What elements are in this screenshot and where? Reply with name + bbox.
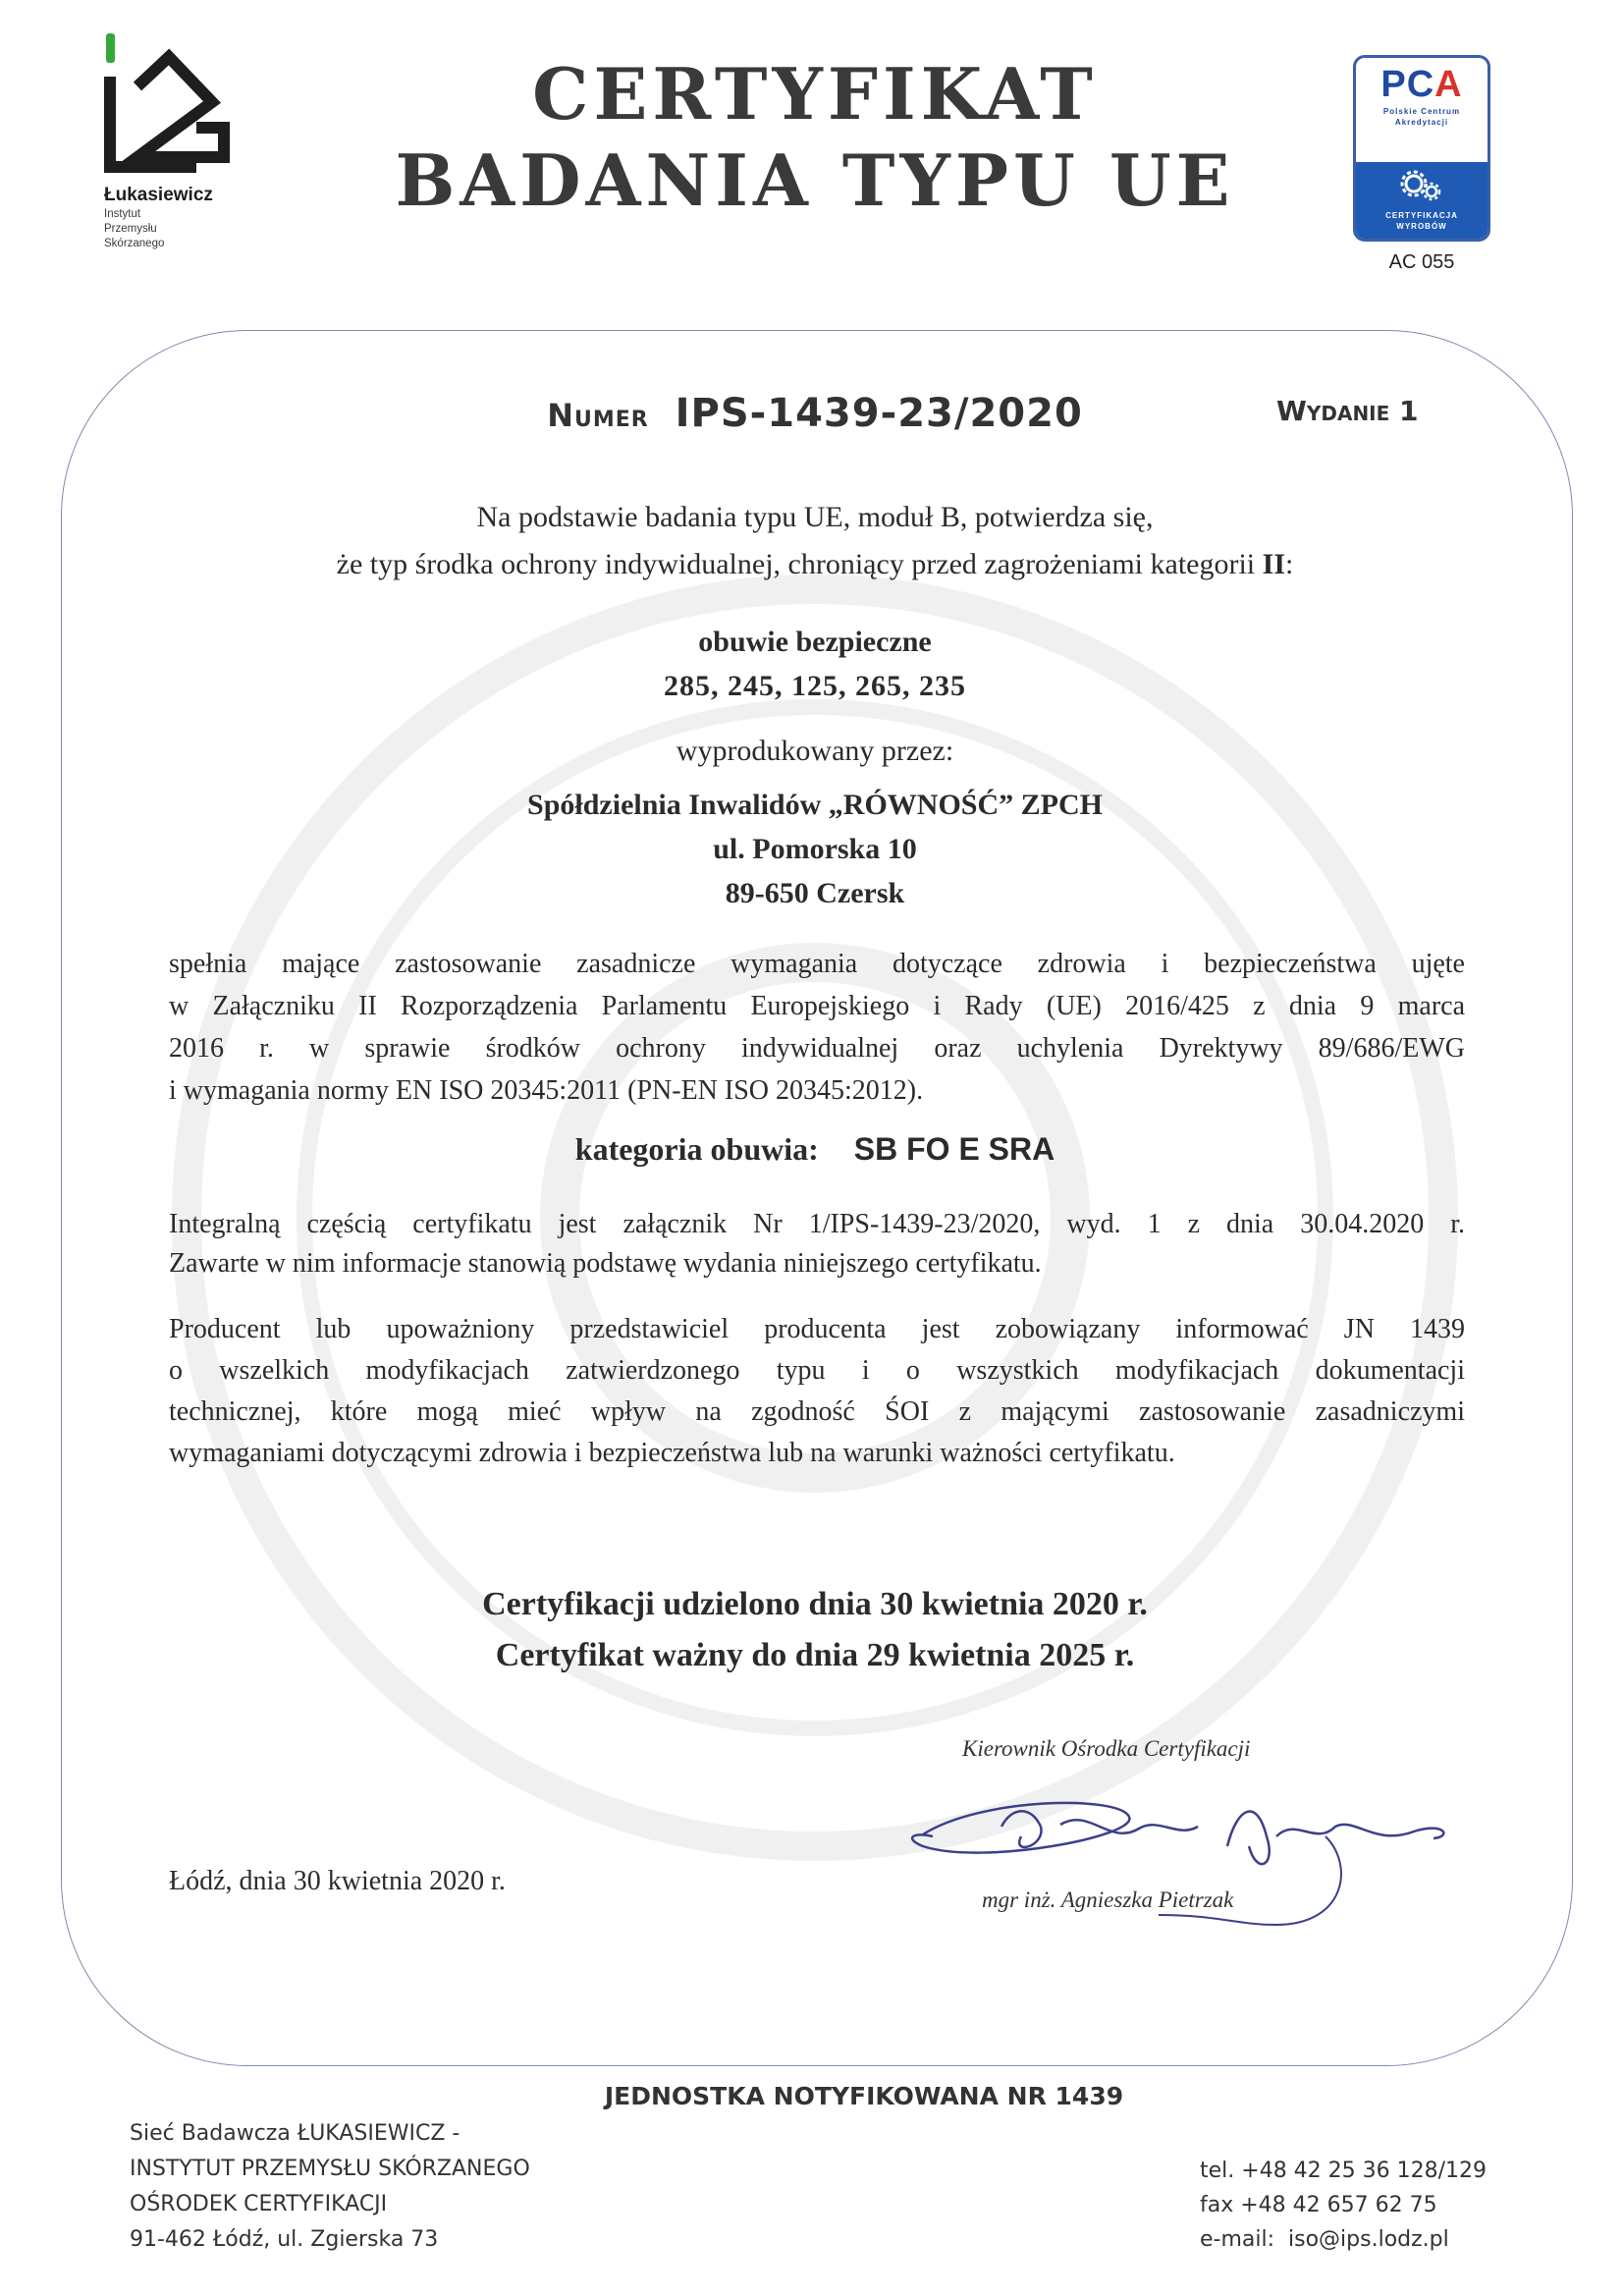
manufacturer-street: ul. Pomorska 10 [713, 833, 917, 865]
product-name: obuwie bezpieczne [698, 626, 932, 658]
logo-subtitle-line: Skórzanego [104, 238, 165, 249]
footwear-category-value: SB FO E SRA [853, 1131, 1055, 1167]
logo-subtitle-line: Przemysłu [104, 223, 157, 235]
email-line: e-mail: iso@ips.lodz.pl [1200, 2227, 1449, 2252]
hazard-category: II [1262, 548, 1285, 580]
manufacturer-city: 89-650 Czersk [725, 877, 905, 909]
pca-wordmark: PCA [1380, 64, 1463, 105]
requirements-paragraph: spełnia mające zastosowanie zasadnicze wymagania dotyczące zdrowia i bezpieczeństwa ujęte w Załączniku II Rozporządzenia Parlamentu Europejskiego i Rady (UE) 2016/425 z dnia 9 marca 2016 r. w sprawie środków ochrony indywidualnej oraz uchylenia Dyrektywy 89/686/EWG i wymagania normy EN ISO 20345:2011 (PN-EN ISO 20345:2012). [169, 949, 1465, 1106]
place-and-date: Łódź, dnia 30 kwietnia 2020 r. [169, 1866, 506, 1896]
phone-line: tel. +48 42 25 36 128/129 [1200, 2159, 1488, 2183]
pca-name-line: Polskie Centrum [1382, 107, 1461, 116]
product-models: 285, 245, 125, 265, 235 [664, 670, 966, 702]
institute-address [130, 2116, 530, 2258]
footwear-category [167, 1131, 1463, 1168]
address-line: INSTYTUT PRZEMYSŁU SKÓRZANEGO [130, 2157, 530, 2181]
address-line: OŚRODEK CERTYFIKACJI [130, 2192, 388, 2216]
fax-line: fax +48 42 657 62 75 [1200, 2193, 1437, 2217]
signatory-name: mgr inż. Agnieszka Pietrzak [982, 1887, 1234, 1912]
manufacturer-name: Spółdzielnia Inwalidów „RÓWNOŚĆ” ZPCH [527, 789, 1103, 821]
notified-body-label: JEDNOSTKA NOTYFIKOWANA NR 1439 [604, 2082, 1124, 2110]
title-line: BADANIA TYPU UE [395, 138, 1235, 222]
certificate-number [511, 391, 1119, 436]
number-label: Numer [547, 397, 649, 434]
pca-accreditation-logo [1353, 55, 1490, 242]
pca-cert-line: CERTYFIKACJA [1385, 211, 1458, 220]
pca-cert-line: WYROBÓW [1396, 222, 1447, 231]
certification-dates [167, 1579, 1463, 1681]
signatory-role: Kierownik Ośrodka Certyfikacji [962, 1736, 1251, 1761]
granted-date: Certyfikacji udzielono dnia 30 kwietnia 2020 r. [482, 1586, 1148, 1622]
annex-paragraph: Integralną częścią certyfikatu jest załącznik Nr 1/IPS-1439-23/2020, wyd. 1 z dnia 30.04.2020 r. Zawarte w nim informacje stanowią podstawę wydania niniejszego certyfikatu. [169, 1209, 1465, 1279]
logo-subtitle-line: Instytut [104, 208, 141, 220]
certificate-title [373, 51, 1257, 224]
number-value: IPS-1439-23/2020 [675, 391, 1083, 436]
accreditation-code: AC 055 [1388, 251, 1455, 273]
footwear-category-label: kategoria obuwia: [574, 1131, 819, 1167]
contact-details [1200, 2154, 1487, 2257]
obligation-paragraph: Producent lub upoważniony przedstawiciel producenta jest zobowiązany informować JN 1439 o wszelkich modyfikacjach zatwierdzonego typu i o wszystkich modyfikacjach dokumentacji technicznej, które mogą mieć wpływ na zgodność ŚOI z mającymi zastosowanie zasadniczymi wymaganiami dotyczącymi zdrowia i bezpieczeństwa lub na warunki ważności certyfikatu. [169, 1314, 1465, 1468]
produced-by-label: wyprodukowany przez: [676, 735, 954, 767]
title-line: CERTYFIKAT [532, 52, 1098, 136]
address-line: 91-462 Łódź, ul. Zgierska 73 [130, 2227, 439, 2252]
lukasiewicz-logo [98, 29, 245, 265]
gears-icon [1392, 166, 1451, 205]
address-line: Sieć Badawcza ŁUKASIEWICZ - [130, 2121, 460, 2146]
pca-name-line: Akredytacji [1394, 118, 1449, 127]
edition-label: Wydanie 1 [1276, 395, 1419, 427]
intro-line: Na podstawie badania typu UE, moduł B, potwierdza się, [476, 501, 1154, 533]
lukasiewicz-mark-icon [98, 29, 245, 187]
logo-name: Łukasiewicz [104, 185, 213, 205]
valid-until-date: Certyfikat ważny do dnia 29 kwietnia 2025 r. [495, 1637, 1135, 1673]
intro-line: że typ środka ochrony indywidualnej, chroniący przed zagrożeniami kategorii II: [336, 548, 1294, 580]
